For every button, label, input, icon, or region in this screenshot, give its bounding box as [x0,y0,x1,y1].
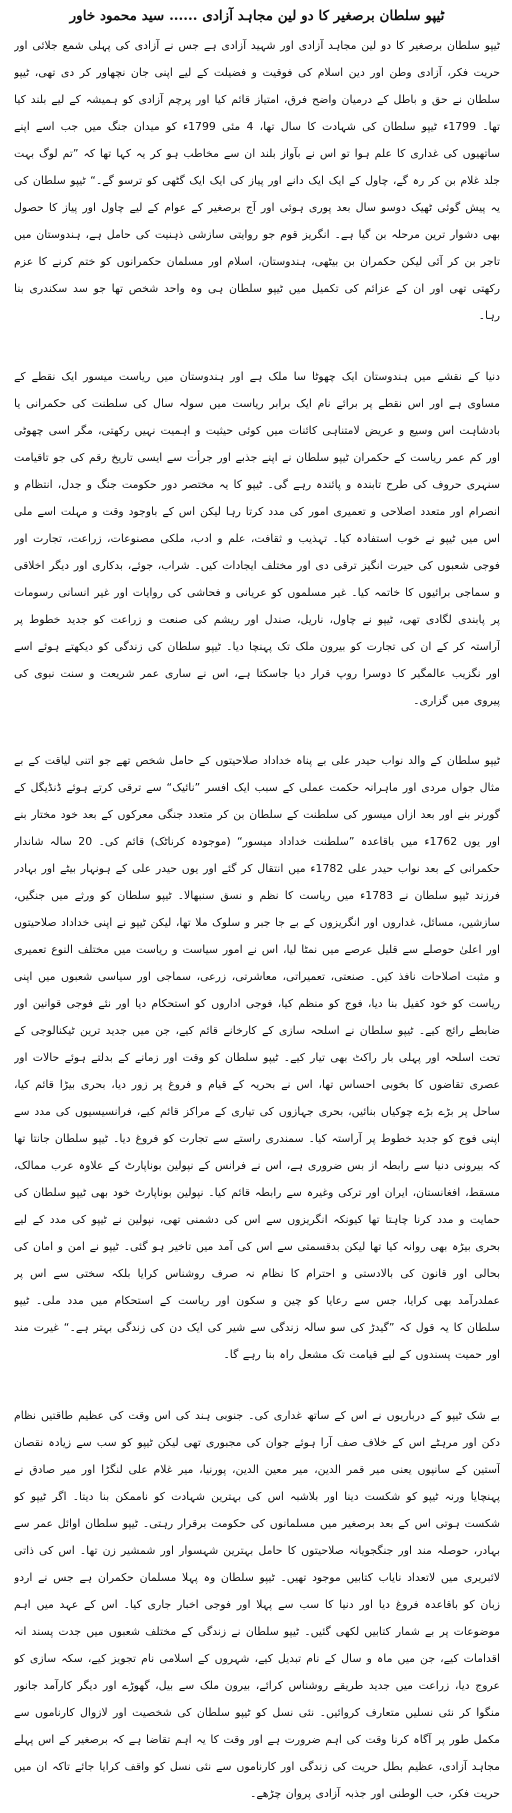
article-paragraph: ٹیپو سلطان کے والد نواب حیدر علی بے پناہ خداداد صلاحیتوں کے حامل شخص تھے جو اتنی لیاقت کے بے مثال جواں مردی اور ماہرانہ حکمت عملی کے سبب ایک افسر ”نائیک“ سے ترقی کرتے ہوئے ڈنڈیگل کے گورنر بنے اور بعد ازاں میسور کی سلطنت کے سلطان بن کر متعدد جنگی معرکوں کے بعد خود مختار بنے اور یوں 1762ء میں باقاعدہ ”سلطنت خداداد میسور“ (موجودہ کرناٹک) قائم کی۔ 20 سالہ شاندار حکمرانی کے بعد نواب حیدر علی 1782ء میں انتقال کر گئے اور یوں حیدر علی کے ہونہار بیٹے اور بہادر فرزند ٹیپو سلطان نے 1783ء میں ریاست کا نظم و نسق سنبھالا۔ ٹیپو سلطان کو ورثے میں جنگیں، سازشیں، مسائل، غداروں اور انگریزوں کے بے جا جبر و سلوک ملا تھا، لیکن ٹیپو نے اپنی خداداد صلاحیتوں اور اعلیٰ حوصلے سے قلیل عرصے میں نمٹا لیا، اس نے امور سیاست و ریاست میں مختلف النوع تعمیری و مثبت اصلاحات نافذ کیں۔ صنعتی، تعمیراتی، معاشرتی، زرعی، سماجی اور سیاسی شعبوں میں اپنی ریاست کو خود کفیل بنا دیا، فوج کو منظم کیا، فوجی اداروں کو استحکام دیا اور نئے فوجی قوانین اور ضابطے رائج کیے۔ ٹیپو سلطان نے اسلحہ سازی کے کارخانے قائم کیے، جن میں جدید ترین ٹیکنالوجی کے تحت اسلحہ اور پہلی بار راکٹ بھی تیار کیے۔ ٹیپو سلطان کو وقت اور زمانے کے بدلتے ہوئے حالات اور عصری تقاضوں کا بخوبی احساس تھا، اس نے بحریہ کے قیام و فروغ پر زور دیا، بحری بیڑا قائم کیا، ساحل پر بڑے بڑے چوکیاں بنائیں، بحری جہازوں کی تیاری کے مراکز قائم کیے، فرانسیسیوں کی مدد سے اپنی فوج کو جدید خطوط پر آراستہ کیا۔ سمندری راستے سے تجارت کو فروغ دیا۔ ٹیپو سلطان جانتا تھا کہ بیرونی دنیا سے رابطہ از بس ضروری ہے، اس نے فرانس کے نپولین بوناپارٹ کے علاوہ عرب ممالک، مسقط، افغانستان، ایران اور ترکی وغیرہ سے رابطہ قائم کیا۔ نپولین بوناپارٹ خود بھی ٹیپو سلطان کی حمایت و مدد کرنا چاہتا تھا کیونکہ انگریزوں سے اس کی دشمنی تھی، نپولین نے ٹیپو کی مدد کے لیے بحری بیڑہ بھی روانہ کیا تھا لیکن بدقسمتی سے اس کی آمد میں تاخیر ہو گئی۔ ٹیپو نے امن و امان کی بحالی اور قانون کی بالادستی و احترام کا نظام نہ صرف روشناس کرایا بلکہ سختی سے اس پر عملدرآمد بھی کرایا، جس سے رعایا کو چین و سکون اور ریاست کے استحکام میں مدد ملی۔ ٹیپو سلطان کا یہ قول کہ ”گیدڑ کی سو سالہ زندگی سے شیر کی ایک دن کی زندگی بہتر ہے۔“ غیرت مند اور حمیت پسندوں کے لیے قیامت تک مشعل راہ بنا رہے گا۔ [14,754,500,1362]
article-headline [14,6,500,32]
headline-separator: ...... [169,8,198,24]
article-author: سید محمود خاور [69,8,165,24]
article-paragraph: ٹیپو سلطان برصغیر کا دو لین مجاہد آزادی اور شہید آزادی ہے جس نے آزادی کی پہلی شمع جلائی اور حریت فکر، آزادی وطن اور دین اسلام کی فوقیت و فضیلت کے لیے اپنی جان نچھاور کر دی تھی، ٹیپو سلطان نے حق و باطل کے درمیان واضح فرق، امتیاز قائم کیا اور پرچم آزادی کو ہمیشہ کے لیے بلند کیا تھا۔ 1799ء ٹیپو سلطان کی شہادت کا سال تھا، 4 مئی 1799ء کو میدان جنگ میں جب اسے اپنے ساتھیوں کی غداری کا علم ہوا تو اس نے بآواز بلند ان سے مخاطب ہو کر یہ کہا تھا کہ ”تم لوگ بہت جلد غلام بن کر رہ گے، چاول کے ایک ایک دانے اور پیاز کی ایک ایک گٹھی کو ترسو گے۔“ ٹیپو سلطان کی یہ پیش گوئی ٹھیک دوسو سال بعد پوری ہوئی اور آج برصغیر کے عوام کے لیے چاول اور پیاز کا حصول بھی دشوار ترین مرحلہ بن گیا ہے۔ انگریز قوم جو روایتی سازشی ذہنیت کی حامل ہے، ہندوستان میں تاجر بن کر آئی لیکن حکمران بن بیٹھی، ہندوستان، اسلام اور مسلمان حکمرانوں کو ختم کرنے کا عزم رکھتی تھی اور ان کے عزائم کی تکمیل میں ٹیپو سلطان ہی وہ واحد شخص تھا جو سد سکندری بنا رہا۔ [14,39,500,322]
article-title: ٹیپو سلطان برصغیر کا دو لین مجاہد آزادی [202,8,445,24]
article-body [14,32,500,1807]
article-paragraph: دنیا کے نقشے میں ہندوستان ایک چھوٹا سا ملک ہے اور ہندوستان میں ریاست میسور ایک نقطے کے مساوی ہے اور اس نقطے پر برائے نام ایک برابر ریاست میں سولہ سال کی سلطنت کی حکمرانی یا بادشاہت اس وسیع و عریض لامتناہی کائنات میں کوئی حیثیت و اہمیت نہیں رکھتی، مگر اسی چھوٹی اور کم عمر ریاست کے حکمران ٹیپو سلطان نے اپنے جذبے اور جرأت سے ایسی تاریخ رقم کی جو تاقیامت سنہری حروف کی طرح تابندہ و پائندہ رہے گی۔ ٹیپو کا یہ مختصر دور حکومت جنگ و جدل، انتظام و انصرام اور متعدد اصلاحی و تعمیری امور کی مدد کرتا رہا لیکن اس کے باوجود وقت و مہلت اسے ملی اس میں ٹیپو نے خوب استفادہ کیا۔ تہذیب و ثقافت، علم و ادب، ملکی مصنوعات، زراعت، تجارت اور فوجی شعبوں کی حیرت انگیز ترقی دی اور مختلف ایجادات کیں۔ شراب، جوئے، بدکاری اور دیگر اخلاقی و سماجی برائیوں کا خاتمہ کیا۔ غیر مسلموں کو عریانی و فحاشی کی روایات اور غیر انسانی رسومات پر پابندی لگادی تھی، ٹیپو نے چاول، ناریل، صندل اور ریشم کی صنعت و زراعت کو جدید خطوط پر آراستہ کر کے ان کی تجارت کو بیرون ملک تک پہنچا دیا۔ ٹیپو سلطان کی زندگی کو دیکھتے ہوئے اسے اور نگزیب عالمگیر کا دوسرا روپ قرار دیا جاسکتا ہے، اس نے ساری عمر شریعت و سنت نبوی کی پیروی میں گزاری۔ [14,369,500,707]
article-paragraph: بے شک ٹیپو کے درباریوں نے اس کے ساتھ غداری کی۔ جنوبی ہند کی اس وقت کی عظیم طاقتیں نظام دکن اور مرہٹے اس کے خلاف صف آرا ہوئے جوان کی مجبوری تھی لیکن ٹیپو کو سب سے زیادہ نقصان آستین کے سانپوں یعنی میر قمر الدین، میر معین الدین، پورنیا، میر غلام علی لنگڑا اور میر صادق نے پہنچایا ورنہ ٹیپو کو شکست دینا اور بلاشبہ اس کی بہترین شہادت کو ناممکن بنا دیتا۔ اگر ٹیپو کو شکست ہوتی اس کے بعد برصغیر میں مسلمانوں کی حکومت برقرار رہتی۔ ٹیپو سلطان اوائل عمر سے بہادر، حوصلہ مند اور جنگجویانہ صلاحیتوں کا حامل بہترین شہسوار اور شمشیر زن تھا۔ اس کی ذاتی لائبریری میں لاتعداد نایاب کتابیں موجود تھیں۔ ٹیپو سلطان وہ پہلا مسلمان حکمران ہے جس نے اردو زبان کو باقاعدہ فروغ دیا اور دنیا کا سب سے پہلا اور فوجی اخبار جاری کیا۔ اس کے عہد میں اہم موضوعات پر بے شمار کتابیں لکھی گئیں۔ ٹیپو سلطان نے زندگی کے مختلف شعبوں میں جدت پسند انہ اقدامات کیے، جن میں ماہ و سال کے نام تبدیل کیے، شہروں کے اسلامی نام تجویز کیے، سکہ سازی کو عروج دیا، زراعت میں جدید طریقے روشناس کرائے، بیرون ملک سے بیل، گھوڑے اور دیگر کارآمد جانور منگوا کر نئی نسلیں متعارف کروائیں۔ نئی نسل کو ٹیپو سلطان کی شخصیت اور لازوال کارناموں سے مکمل طور پر آگاہ کرنا وقت کی اہم ضرورت ہے اور وقت کا یہ اہم تقاضا ہے کہ برصغیر کے اس پہلے مجاہد آزادی، عظیم بطل حریت کی زندگی اور کارناموں سے نئی نسل کو واقف کرایا جائے تاکہ ان میں حریت فکر، حب الوطنی اور جذبہ آزادی پروان چڑھے۔ [14,1408,500,1800]
